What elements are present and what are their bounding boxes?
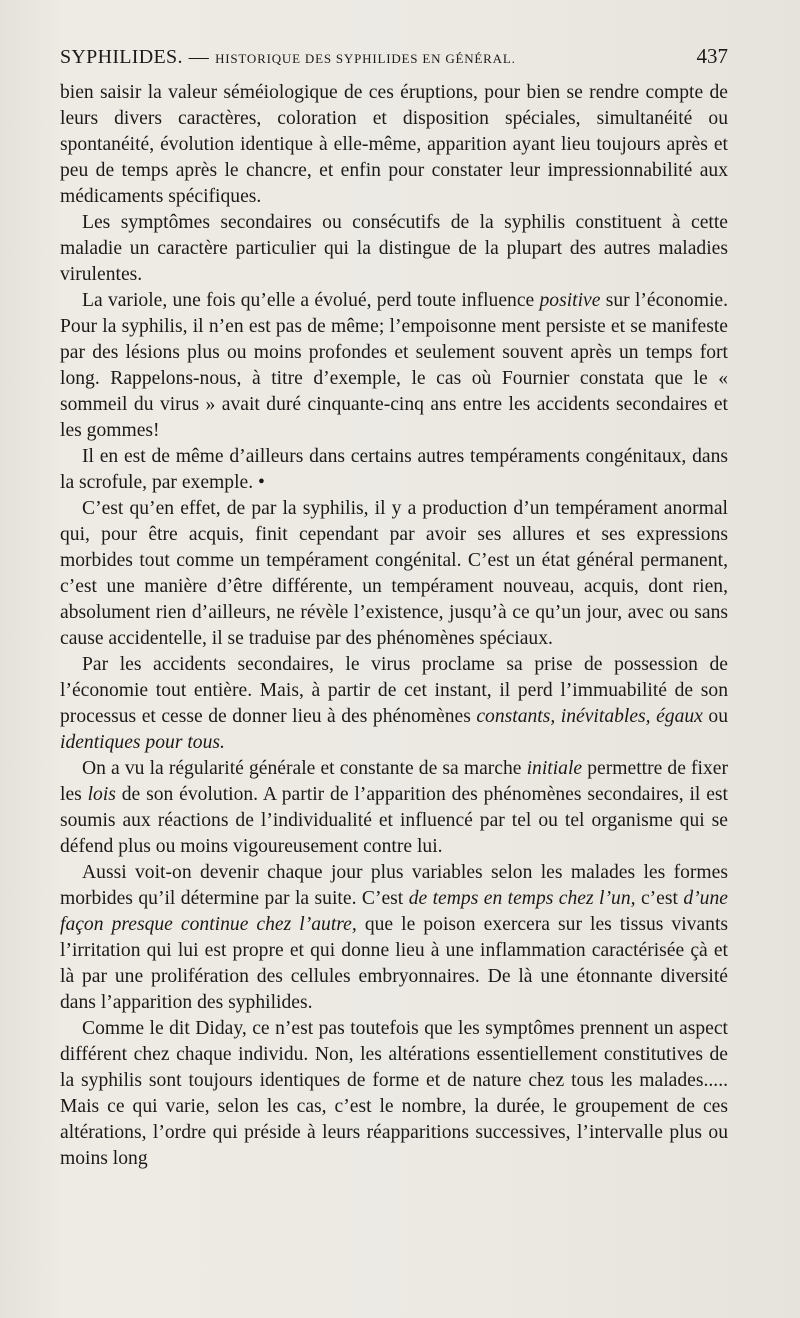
paragraph-3-part-b: sur l’économie. Pour la syphilis, il n’en est pas de même; l’empoisonne ment persiste et se manifeste par des lésions plus ou moins profondes et seulement souvent après un temps fort long. Rappelons-nous, à titre d’exemple, le cas où Fournier constata que le « sommeil du virus » avait duré cinquante-cinq ans entre les accidents secondaires et les gommes!: [60, 290, 728, 441]
paragraph-3-italic-1: positive: [539, 290, 601, 311]
title-separator: —: [188, 46, 210, 68]
paragraph-7-part-a: On a vu la régularité générale et constante de sa marche: [82, 758, 527, 779]
paragraph-8-italic-2: d’une façon presque continue chez l’autre,: [60, 888, 728, 935]
paragraph-7-part-b: permettre de fixer les: [60, 758, 728, 805]
paragraph-7-italic-2: lois: [87, 784, 116, 805]
running-head: [60, 44, 728, 80]
body-text: [60, 80, 728, 1172]
paragraph-8-italic-1: de temps en temps chez l’un,: [408, 888, 636, 909]
paragraph-6-italic-1: constants, inévitables, égaux: [476, 706, 703, 727]
paragraph-8-part-b: c’est: [635, 888, 684, 909]
paragraph-8: [60, 860, 728, 1016]
section-subtitle: HISTORIQUE DES SYPHILIDES EN GÉNÉRAL.: [215, 51, 516, 66]
paragraph-2: Les symptômes secondaires ou consécutifs de la syphilis constituent à cette maladie un caractère particulier qui la distingue de la plupart des autres maladies virulentes.: [60, 212, 728, 285]
paragraph-6-part-a: Par les accidents secondaires, le virus proclame sa prise de possession de l’économie tout entière. Mais, à partir de cet instant, il perd l’immuabilité de son processus et cesse de donner lieu à des phénomènes: [60, 654, 728, 727]
paragraph-1: bien saisir la valeur séméiologique de ces éruptions, pour bien se rendre compte de leurs divers caractères, coloration et disposition spéciales, simultanéité ou spontanéité, évolution identique à elle-même, apparition ayant lieu toujours après et peu de temps après le chancre, et enfin pour constater leur impressionnabilité aux médicaments spécifiques.: [60, 82, 728, 207]
page-number: 437: [696, 44, 728, 68]
paragraph-9: Comme le dit Diday, ce n’est pas toutefois que les symptômes prennent un aspect différent chez chaque individu. Non, les altérations essentiellement constitutives de la syphilis sont toujours identiques de forme et de nature chez tous les malades..... Mais ce qui varie, selon les cas, c’est le nombre, la durée, le groupement de ces altérations, l’ordre qui préside à leurs réapparitions successives, l’intervalle plus ou moins long: [60, 1018, 728, 1169]
running-head-title: [60, 46, 516, 69]
paragraph-3-part-a: La variole, une fois qu’elle a évolué, perd toute influence: [82, 290, 540, 311]
paragraph-5: C’est qu’en effet, de par la syphilis, il y a production d’un tempérament anormal qui, pour être acquis, finit cependant par avoir ses allures et ses expressions morbides tout comme un tempérament congénital. C’est un état général permanent, c’est une manière d’être différente, un tempérament nouveau, acquis, dont rien, absolument rien d’ailleurs, ne révèle l’existence, jusqu’à ce qu’un jour, avec ou sans cause accidentelle, il se traduise par des phénomènes spéciaux.: [60, 498, 728, 649]
paragraph-7-italic-1: initiale: [526, 758, 583, 779]
paragraph-8-part-a: Aussi voit-on devenir chaque jour plus variables selon les malades les formes morbides qu’il détermine par la suite. C’est: [60, 862, 728, 909]
paragraph-6-italic-2: identiques pour tous.: [60, 732, 225, 753]
paragraph-6: [60, 652, 728, 756]
paragraph-8-part-c: que le poison exercera sur les tissus vivants l’irritation qui lui est propre et qui donne lieu à une inflammation caractérisée çà et là par une prolifération des cellules embryonnaires. De là une étonnante diversité dans l’apparition des syphilides.: [60, 914, 729, 1013]
paragraph-3: [60, 288, 728, 444]
chapter-title: SYPHILIDES.: [60, 46, 183, 68]
paragraph-7-part-c: de son évolution. A partir de l’apparition des phénomènes secondaires, il est soumis aux réactions de l’individualité et influencé par tel ou tel organisme qui se défend plus ou moins vigoureusement contre lui.: [60, 784, 728, 857]
paragraph-7: [60, 756, 728, 860]
paragraph-4: Il en est de même d’ailleurs dans certains autres tempéraments congénitaux, dans la scrofule, par exemple. •: [60, 446, 728, 493]
paragraph-6-part-b: ou: [702, 706, 729, 727]
